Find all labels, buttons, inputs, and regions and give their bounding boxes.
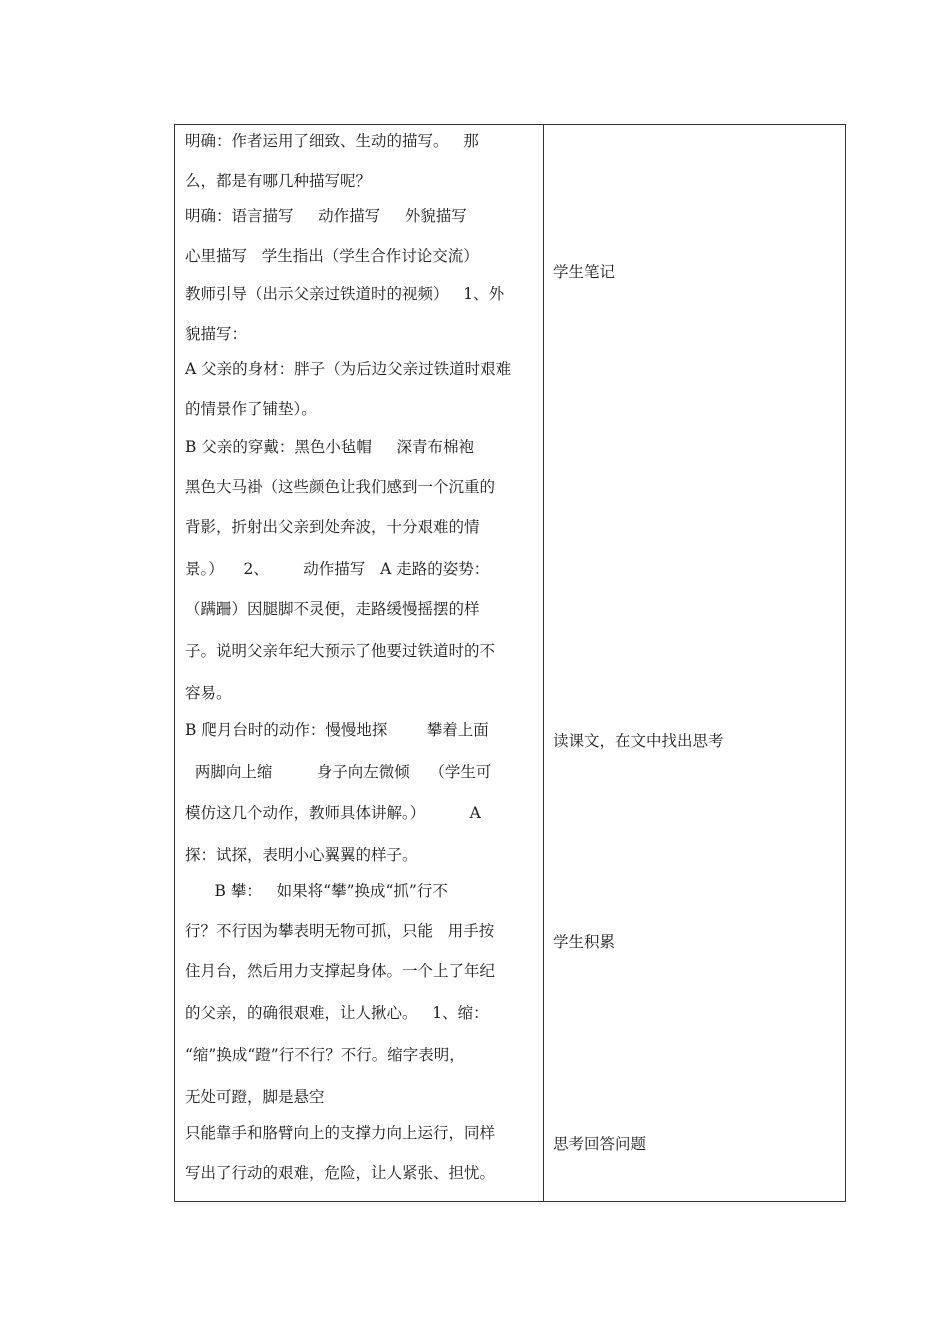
think-answer-label: 思考回答问题	[553, 1135, 647, 1153]
content-line: 探：试探，表明小心翼翼的样子。	[185, 846, 418, 864]
content-line: 只能靠手和胳臂向上的支撑力向上运行，同样	[185, 1124, 496, 1142]
content-line: 模仿这几个动作，教师具体讲解。） A	[185, 804, 481, 822]
content-line: 的情景作了铺垫）。	[185, 400, 317, 418]
content-line: 黑色大马褂（这些颜色让我们感到一个沉重的	[185, 478, 496, 496]
content-line: 的父亲，的确很艰难，让人揪心。 1、缩：	[185, 1004, 489, 1022]
content-line: 教师引导（出示父亲过铁道时的视频） 1、外	[185, 285, 505, 303]
content-line: 容易。	[185, 684, 232, 702]
content-line: 写出了行动的艰难，危险，让人紧张、担忧。	[185, 1164, 496, 1182]
content-line: B 爬月台时的动作：慢慢地探 攀着上面	[185, 721, 489, 739]
content-line: （蹒跚）因腿脚不灵便，走路缓慢摇摆的样	[185, 600, 480, 618]
content-line: 貌描写：	[185, 325, 248, 343]
content-line: “缩”换成“蹬”行不行？不行。缩字表明，	[185, 1046, 465, 1064]
content-line: 么，都是有哪几种描写呢？	[185, 172, 372, 190]
content-line: 两脚向上缩 身子向左微倾 （学生可	[185, 763, 492, 781]
content-line: 行？不行因为攀表明无物可抓，只能 用手按	[185, 922, 495, 940]
content-line: B 攀： 如果将“攀”换成“抓”行不	[185, 882, 448, 900]
content-line: B 父亲的穿戴：黑色小毡帽 深青布棉袍	[185, 438, 474, 456]
lesson-table	[174, 124, 846, 1202]
reading-task-label: 读课文，在文中找出思考	[553, 732, 724, 750]
content-line: 背影，折射出父亲到处奔波，十分艰难的情	[185, 518, 480, 536]
student-notes-label: 学生笔记	[553, 263, 616, 281]
content-line: 景。） 2、 动作描写 A 走路的姿势：	[185, 560, 490, 578]
content-line: 无处可蹬，脚是悬空	[185, 1088, 325, 1106]
content-line: 明确：语言描写 动作描写 外貌描写	[185, 207, 467, 225]
student-accumulate-label: 学生积累	[553, 933, 616, 951]
content-line: 住月台，然后用力支撑起身体。一个上了年纪	[185, 962, 496, 980]
content-line: 心里描写 学生指出（学生合作讨论交流）	[185, 247, 479, 265]
column-divider	[543, 125, 544, 1201]
content-line: 子。说明父亲年纪大预示了他要过铁道时的不	[185, 642, 496, 660]
content-line: 明确：作者运用了细致、生动的描写。 那	[185, 132, 479, 150]
content-line: A 父亲的身材：胖子（为后边父亲过铁道时艰难	[185, 360, 512, 378]
